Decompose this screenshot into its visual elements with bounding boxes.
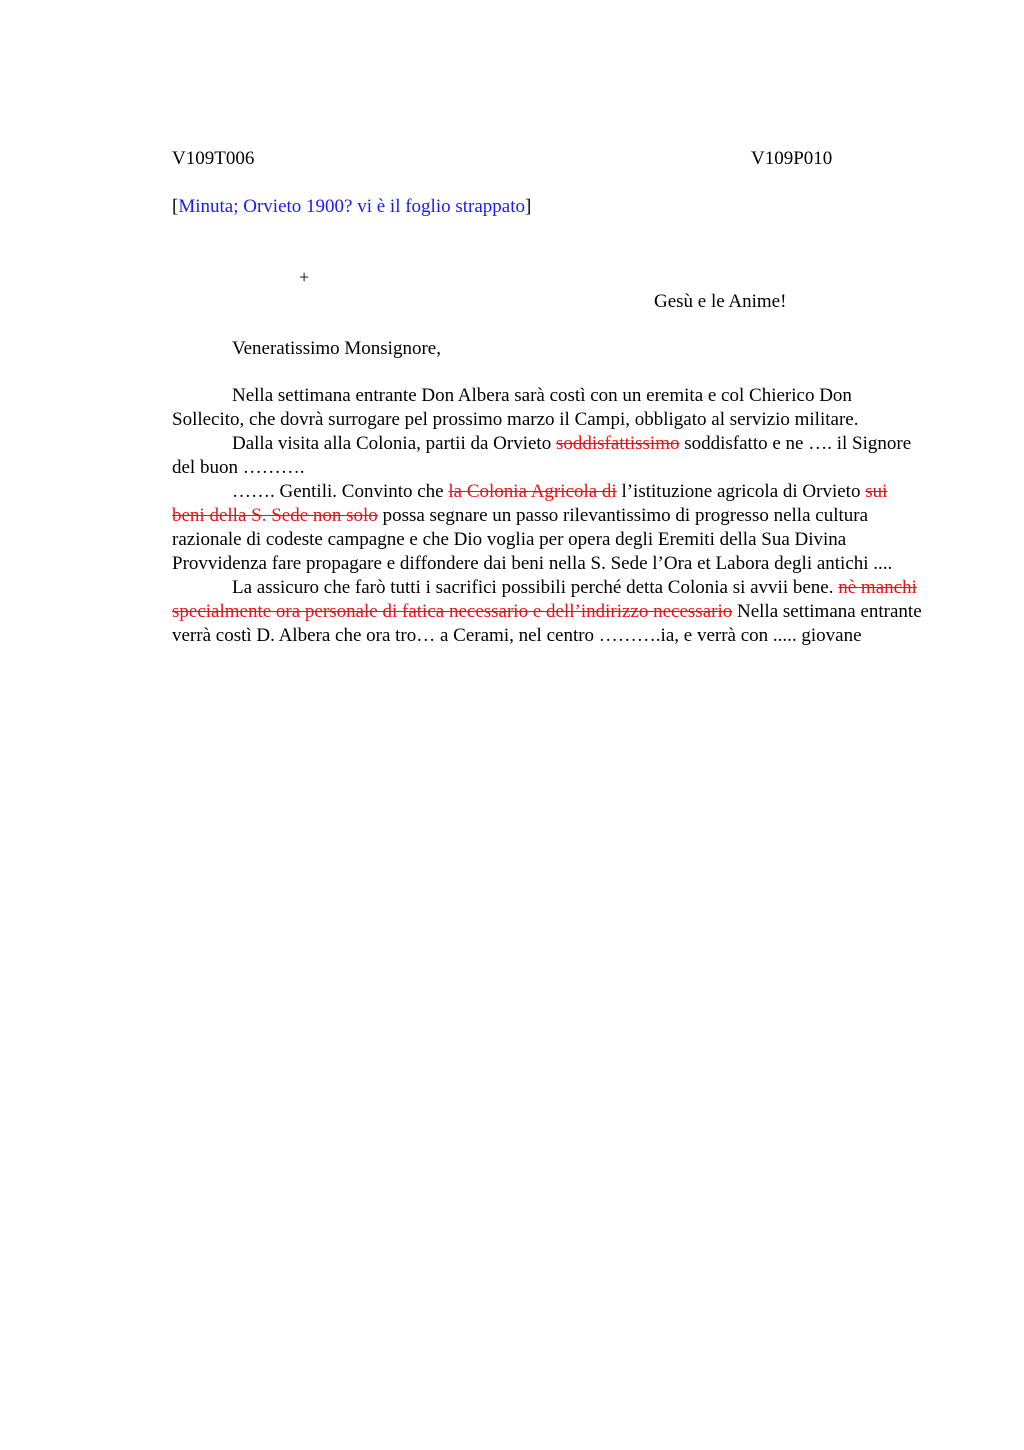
- note-close-bracket: ]: [525, 196, 532, 217]
- deleted-text: nè manchi specialmente ora personale di fatica necessario e dell’indirizzo necessario: [172, 577, 917, 622]
- deleted-text: soddisfattissimo: [555, 433, 680, 454]
- note-open-bracket: [: [172, 196, 179, 217]
- paragraph-2-text-a: Dalla visita alla Colonia, partii da Orvieto: [232, 433, 556, 454]
- salutation: Veneratissimo Monsignore,: [232, 338, 441, 359]
- note-text: Minuta; Orvieto 1900? vi è il foglio strappato: [178, 196, 526, 217]
- cross-symbol: +: [299, 267, 310, 287]
- paragraph-4-text-b: Nella settimana entrante verrà costì D. Albera che ora tro… a Cerami, nel centro ……….ia, e verrà con ..... giovane: [172, 601, 922, 646]
- paragraph-4-text-a: La assicuro che farò tutti i sacrifici possibili perché detta Colonia si avvii bene.: [232, 577, 839, 598]
- archival-note: [172, 195, 531, 219]
- paragraph-1: [172, 384, 924, 432]
- paragraph-2-text-b: soddisfatto e ne …. il Signore del buon ……….: [172, 433, 912, 478]
- paragraph-2: [172, 432, 924, 480]
- paragraph-3-text-c: possa segnare un passo rilevantissimo di progresso nella cultura razionale di codeste campagne e che Dio voglia per opera degli Eremiti della Sua Divina Provvidenza fare propagare e diffondere dai beni nella S. Sede l’Ora et Labora degli antichi ....: [172, 505, 893, 574]
- paragraph-4: [172, 576, 924, 648]
- document-code-right: V109P010: [751, 148, 833, 169]
- deleted-text: la Colonia Agricola di: [448, 481, 617, 502]
- letter-body: [172, 384, 924, 648]
- paragraph-3: [172, 480, 924, 576]
- paragraph-3-text-b: l’istituzione agricola di Orvieto: [616, 481, 866, 502]
- motto: Gesù e le Anime!: [654, 291, 787, 312]
- paragraph-1-text: Nella settimana entrante Don Albera sarà costì con un eremita e col Chierico Don Sollecito, che dovrà surrogare pel prossimo marzo il Campi, obbligato al servizio militare.: [172, 385, 859, 430]
- paragraph-3-text-a: ……. Gentili. Convinto che: [232, 481, 449, 502]
- document-code-left: V109T006: [172, 148, 255, 169]
- deleted-text: sui beni della S. Sede non solo: [172, 481, 888, 526]
